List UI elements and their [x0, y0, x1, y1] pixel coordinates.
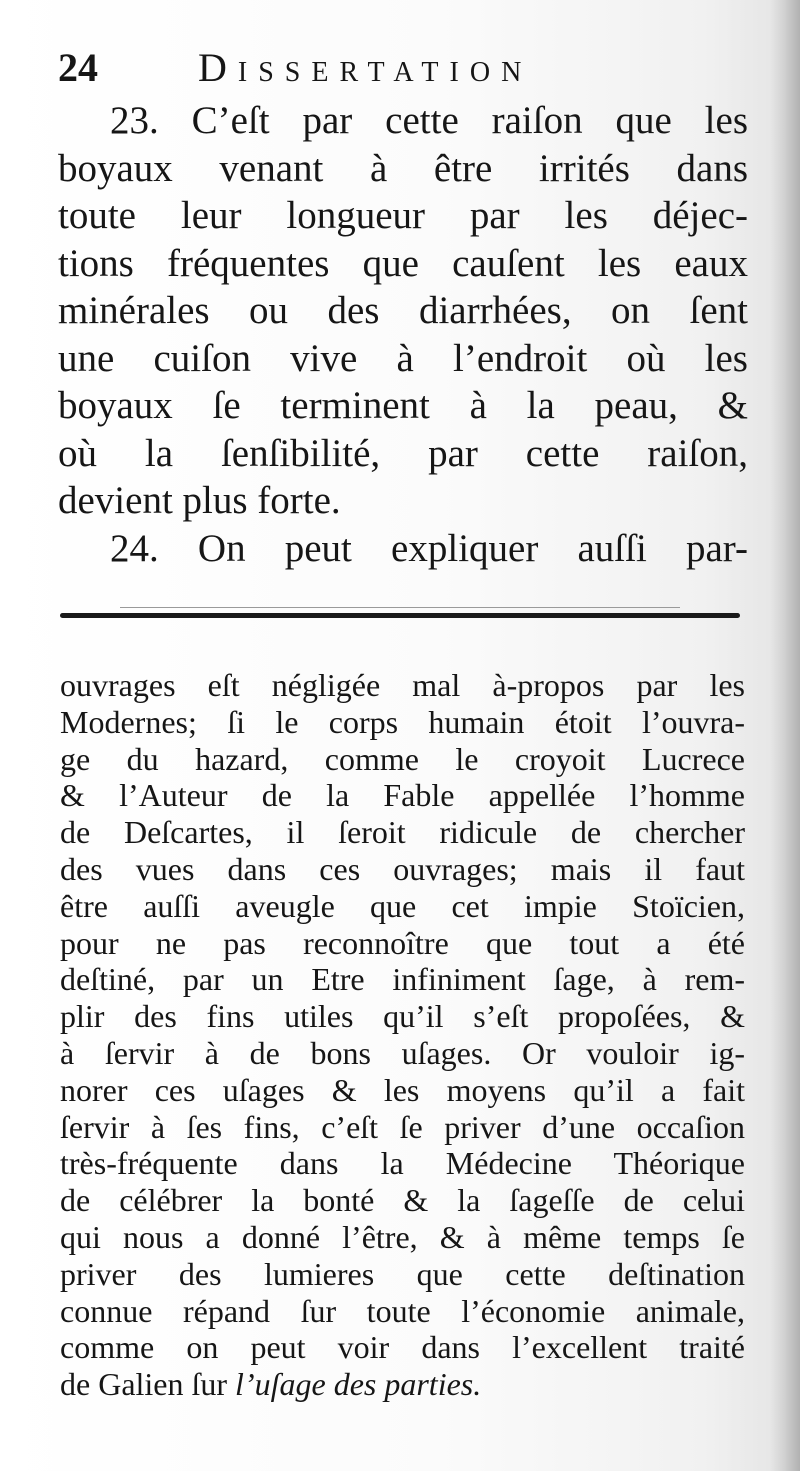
main-line: où la ſenſibilité, par cette raiſon,	[58, 431, 748, 475]
footnote-line: à ſervir à de bons uſages. Or vouloir ig-	[60, 1034, 745, 1071]
main-line: tions fréquentes que cauſent les eaux	[58, 241, 748, 285]
main-line: minérales ou des diarrhées, on ſent	[58, 289, 748, 332]
footnote-separator-rule	[60, 613, 740, 618]
footnote-line: plir des fins utiles qu’il s’eſt propoſées, &	[60, 998, 745, 1035]
footnote-last-line-text: de Galien ſur	[60, 1366, 236, 1403]
footnote-line: très-fréquente dans la Médecine Théorique	[60, 1145, 745, 1182]
book-title-italic: l’uſage des parties.	[235, 1366, 482, 1403]
footnote-line: ſervir à ſes fins, c’eſt ſe priver d’une occaſion	[60, 1108, 745, 1145]
main-line: 23. C’eſt par cette raiſon que les	[110, 99, 748, 142]
footnote-line: qui nous a donné l’être, & à même temps ſe	[60, 1218, 745, 1255]
footnote-line: de Deſcartes, il ſeroit ridicule de chercher	[60, 814, 745, 851]
footnote-line: ge du hazard, comme le croyoit Lucrece	[60, 740, 745, 777]
footnote-line: de célébrer la bonté & la ſageſſe de celui	[60, 1182, 745, 1219]
footnote-line: norer ces uſages & les moyens qu’il a fait	[60, 1071, 745, 1108]
footnote-line: pour ne pas reconnoître que tout a été	[60, 924, 745, 961]
footnote-line: priver des lumieres que cette deſtination	[60, 1255, 745, 1292]
footnote-separator-hairline	[120, 607, 680, 608]
footnote-line: être auſſi aveugle que cet impie Stoïcien,	[60, 887, 745, 924]
page-number: 24	[58, 45, 98, 90]
main-line: boyaux ſe terminent à la peau, &	[58, 384, 748, 427]
main-line: boyaux venant à être irrités dans	[58, 146, 748, 190]
footnote-line: deſtiné, par un Etre infiniment ſage, à rem-	[60, 961, 745, 998]
footnote-line: ouvrages eſt négligée mal à-propos par les	[60, 667, 745, 703]
footnote-line: connue répand ſur toute l’économie animale,	[60, 1292, 745, 1329]
footnote-text	[60, 667, 745, 1403]
main-line: une cuiſon vive à l’endroit où les	[58, 336, 748, 380]
main-line: 24. On peut expliquer auſſi par-	[110, 526, 748, 570]
footnote-last-line	[60, 1366, 745, 1403]
footnote-line: comme on peut voir dans l’excellent traité	[60, 1329, 745, 1366]
main-text	[58, 97, 748, 572]
footnote-line: Modernes; ſi le corps humain étoit l’ouvra-	[60, 703, 745, 740]
page-header	[58, 38, 758, 98]
page-edge-shadow	[770, 0, 800, 1471]
footnote-line: & l’Auteur de la Fable appellée l’homme	[60, 777, 745, 814]
running-title: Dissertation	[198, 45, 533, 90]
footnote-line: des vues dans ces ouvrages; mais il faut	[60, 850, 745, 887]
main-line: toute leur longueur par les déjec-	[58, 194, 748, 237]
main-line: devient plus forte.	[58, 479, 341, 522]
